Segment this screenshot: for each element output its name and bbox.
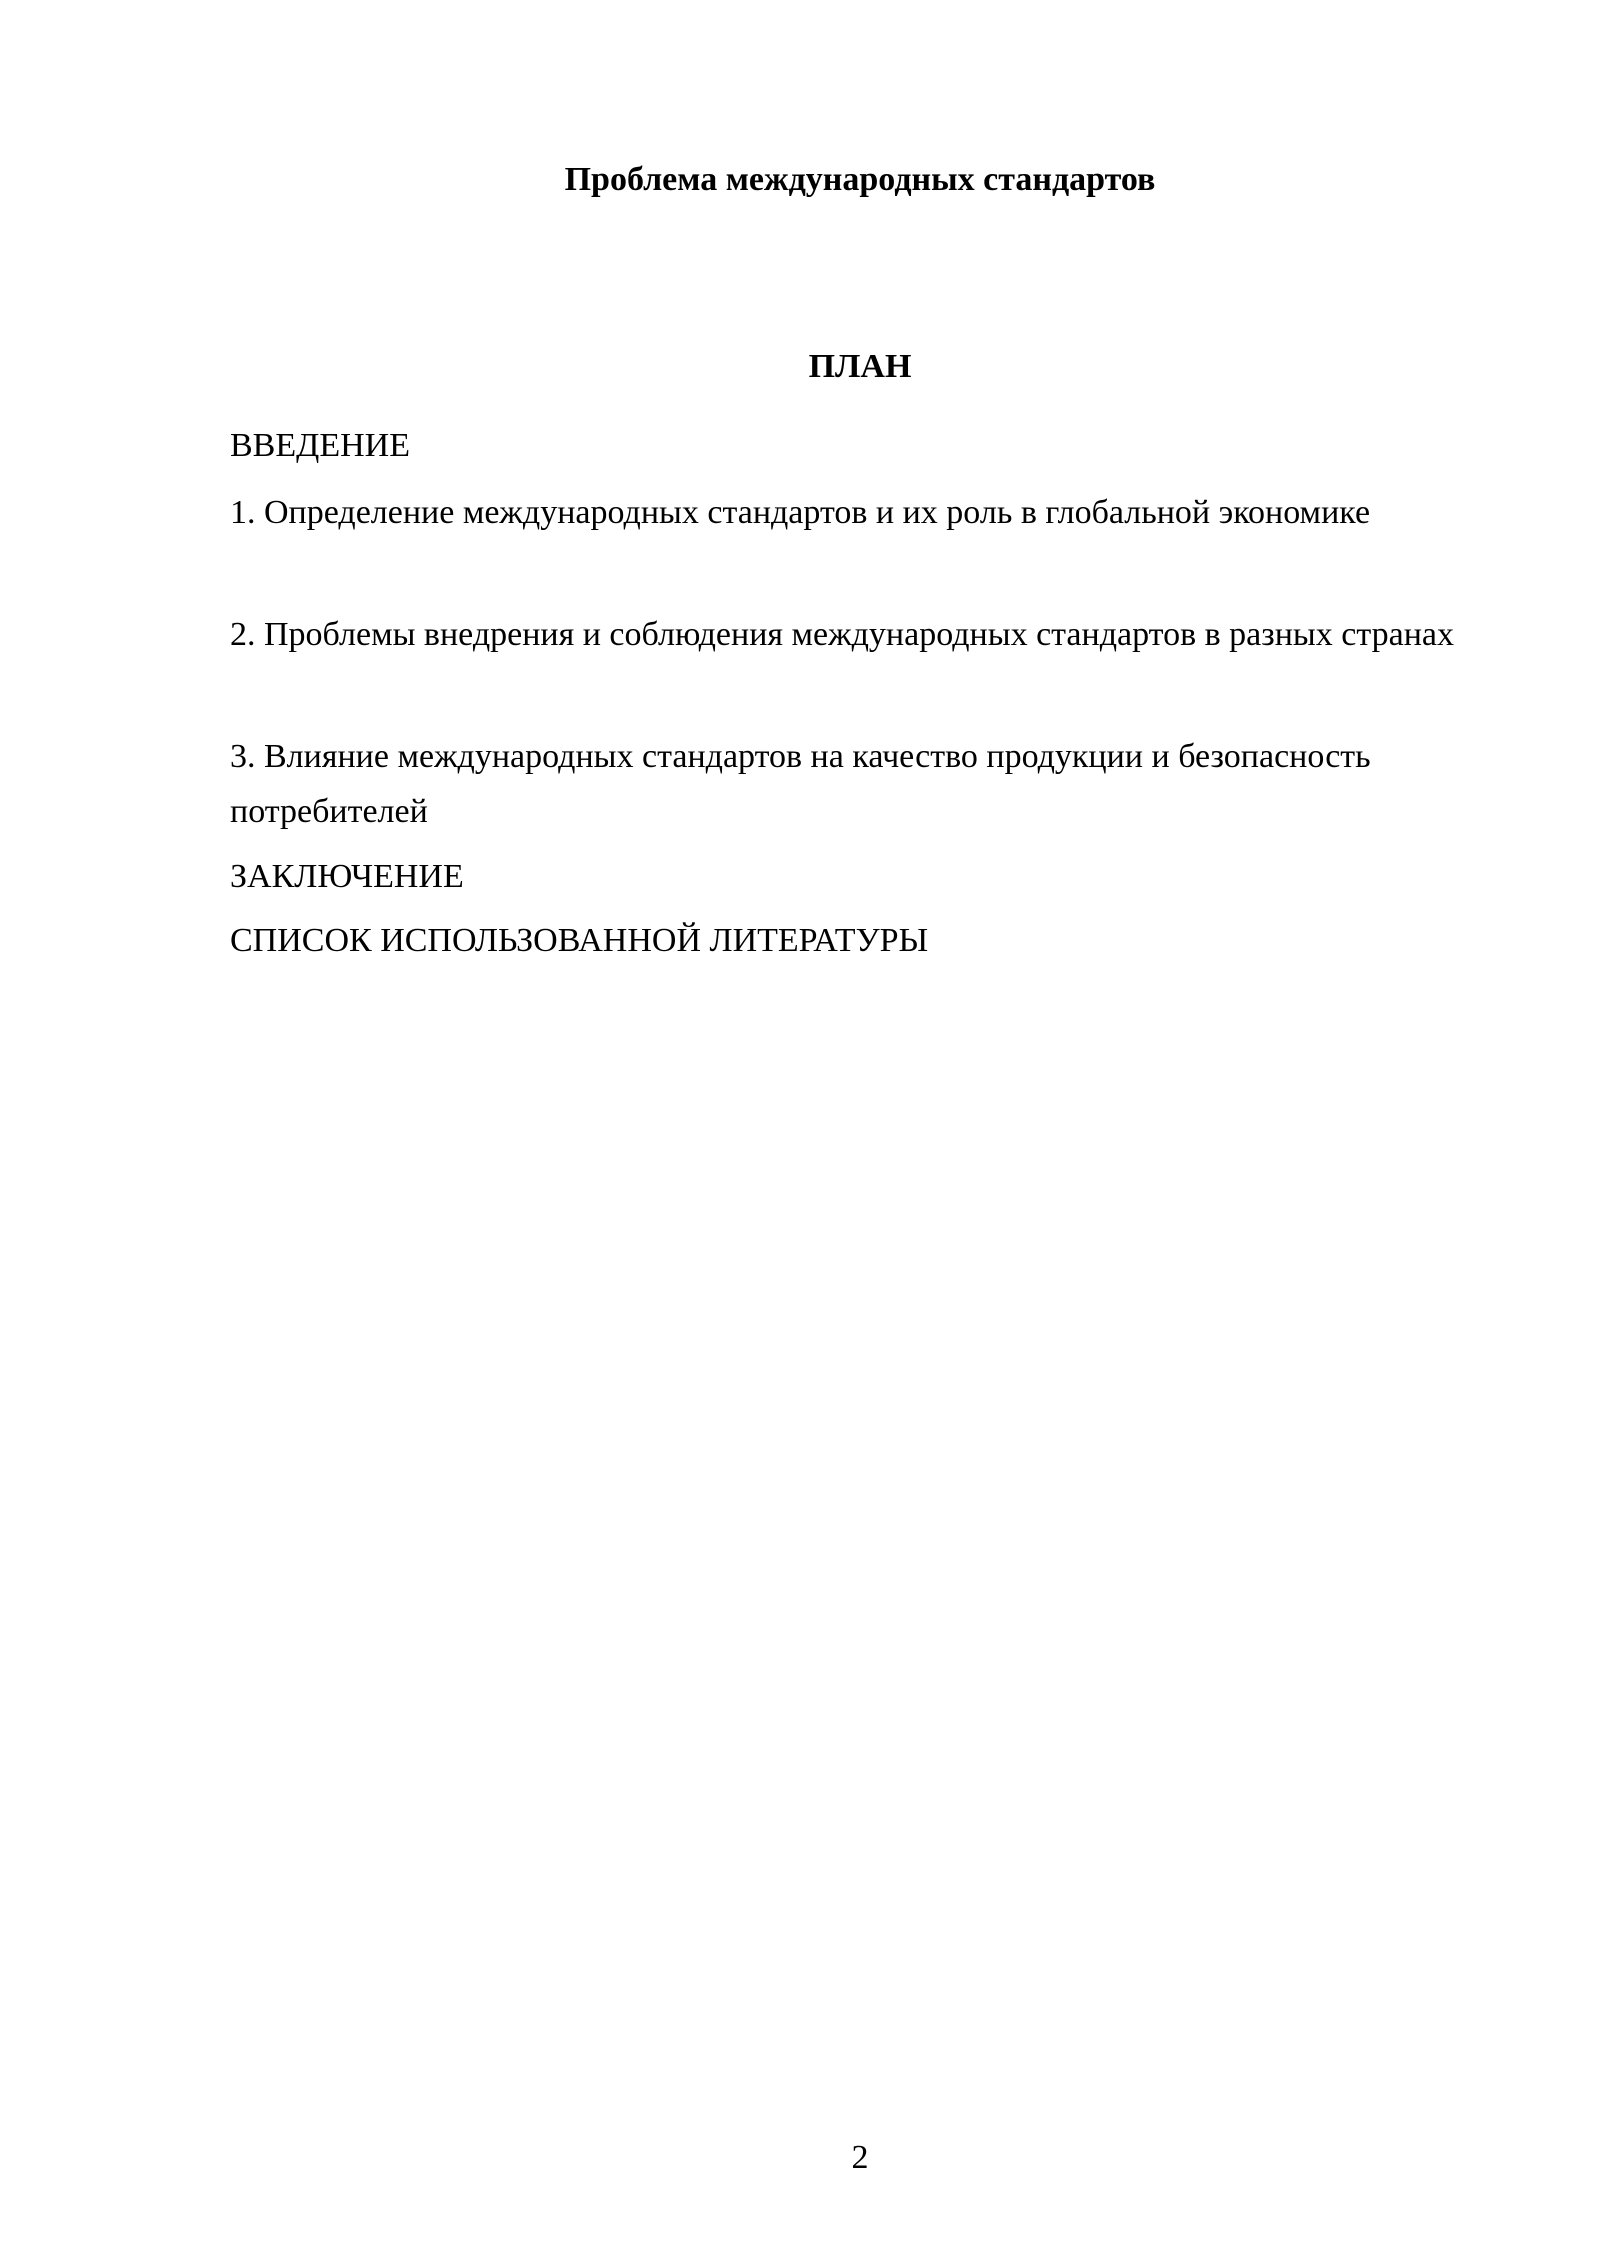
toc-item-section-1: 1. Определение международных стандартов и их роль в глобальной экономике bbox=[230, 494, 1371, 531]
toc-item-references: СПИСОК ИСПОЛЬЗОВАННОЙ ЛИТЕРАТУРЫ bbox=[230, 922, 929, 959]
document-title: Проблема международных стандартов bbox=[564, 161, 1156, 198]
toc-item-introduction: ВВЕДЕНИЕ bbox=[230, 427, 410, 464]
toc-item-section-3: 3. Влияние международных стандартов на качество продукции и безопасность потребителей bbox=[230, 738, 1371, 830]
page-number: 2 bbox=[851, 2139, 869, 2176]
toc-item-section-2: 2. Проблемы внедрения и соблюдения международных стандартов в разных странах bbox=[230, 616, 1454, 653]
plan-heading: ПЛАН bbox=[808, 348, 912, 385]
toc-item-conclusion: ЗАКЛЮЧЕНИЕ bbox=[230, 858, 464, 895]
